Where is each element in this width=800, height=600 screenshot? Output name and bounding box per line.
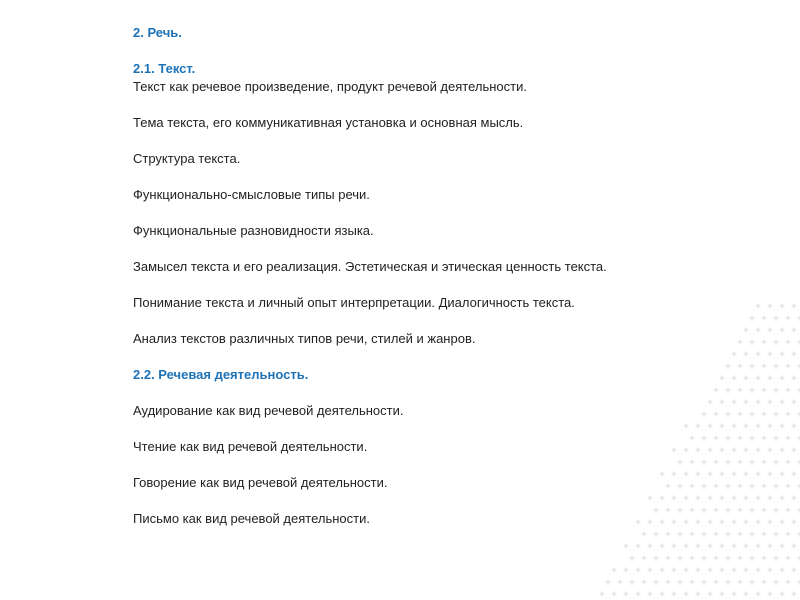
star-icon bbox=[604, 578, 612, 586]
star-icon bbox=[682, 542, 690, 550]
star-icon bbox=[766, 470, 774, 478]
star-icon bbox=[670, 446, 678, 454]
star-icon bbox=[778, 470, 786, 478]
star-icon bbox=[736, 482, 744, 490]
star-icon bbox=[730, 518, 738, 526]
star-icon bbox=[760, 506, 768, 514]
star-icon bbox=[694, 542, 702, 550]
star-icon bbox=[730, 566, 738, 574]
star-icon bbox=[688, 434, 696, 442]
section-title: 2. Речь. bbox=[133, 25, 182, 40]
star-icon bbox=[682, 422, 690, 430]
star-icon bbox=[796, 530, 800, 538]
star-icon bbox=[778, 446, 786, 454]
star-icon bbox=[784, 506, 792, 514]
star-icon bbox=[664, 506, 672, 514]
star-icon bbox=[700, 506, 708, 514]
star-icon bbox=[754, 566, 762, 574]
list-item: Понимание текста и личный опыт интерпретации. Диалогичность текста. bbox=[133, 295, 575, 310]
star-icon bbox=[760, 458, 768, 466]
star-icon bbox=[766, 326, 774, 334]
star-icon bbox=[724, 578, 732, 586]
star-icon bbox=[754, 518, 762, 526]
star-icon bbox=[796, 386, 800, 394]
star-icon bbox=[778, 566, 786, 574]
star-icon bbox=[772, 386, 780, 394]
star-icon bbox=[718, 590, 726, 598]
star-icon bbox=[778, 350, 786, 358]
star-icon bbox=[724, 506, 732, 514]
star-icon bbox=[688, 482, 696, 490]
star-icon bbox=[670, 542, 678, 550]
star-icon bbox=[646, 542, 654, 550]
list-item: Анализ текстов различных типов речи, стилей и жанров. bbox=[133, 331, 476, 346]
star-icon bbox=[748, 554, 756, 562]
star-icon bbox=[706, 446, 714, 454]
star-icon bbox=[694, 494, 702, 502]
star-icon bbox=[694, 566, 702, 574]
star-icon bbox=[682, 590, 690, 598]
star-icon bbox=[742, 542, 750, 550]
star-icon bbox=[634, 590, 642, 598]
star-icon bbox=[718, 470, 726, 478]
star-icon bbox=[742, 398, 750, 406]
star-icon bbox=[622, 566, 630, 574]
list-item: Структура текста. bbox=[133, 151, 241, 166]
star-icon bbox=[676, 530, 684, 538]
star-icon bbox=[730, 542, 738, 550]
star-icon bbox=[610, 566, 618, 574]
star-icon bbox=[742, 494, 750, 502]
star-icon bbox=[688, 530, 696, 538]
star-icon bbox=[646, 518, 654, 526]
star-icon bbox=[748, 506, 756, 514]
star-icon bbox=[736, 578, 744, 586]
star-icon bbox=[688, 578, 696, 586]
star-icon bbox=[790, 446, 798, 454]
star-icon bbox=[742, 590, 750, 598]
star-icon bbox=[658, 566, 666, 574]
star-icon bbox=[754, 374, 762, 382]
list-item: Замысел текста и его реализация. Эстетическая и этическая ценность текста. bbox=[133, 259, 607, 274]
star-icon bbox=[682, 446, 690, 454]
star-icon bbox=[724, 410, 732, 418]
list-item: Чтение как вид речевой деятельности. bbox=[133, 439, 368, 454]
star-icon bbox=[730, 350, 738, 358]
star-icon bbox=[730, 590, 738, 598]
star-icon bbox=[640, 554, 648, 562]
star-icon bbox=[772, 314, 780, 322]
star-icon bbox=[754, 446, 762, 454]
star-icon bbox=[694, 518, 702, 526]
star-icon bbox=[778, 494, 786, 502]
star-icon bbox=[718, 542, 726, 550]
star-icon bbox=[772, 434, 780, 442]
star-icon bbox=[688, 506, 696, 514]
star-icon bbox=[712, 530, 720, 538]
star-icon bbox=[664, 578, 672, 586]
star-icon bbox=[682, 518, 690, 526]
star-icon bbox=[784, 386, 792, 394]
list-item: Письмо как вид речевой деятельности. bbox=[133, 511, 370, 526]
star-icon bbox=[766, 494, 774, 502]
star-icon bbox=[772, 482, 780, 490]
star-icon bbox=[676, 506, 684, 514]
star-icon bbox=[772, 362, 780, 370]
star-icon bbox=[664, 554, 672, 562]
star-icon bbox=[736, 506, 744, 514]
star-icon bbox=[796, 314, 800, 322]
star-icon bbox=[724, 362, 732, 370]
star-icon bbox=[760, 314, 768, 322]
star-icon bbox=[736, 410, 744, 418]
star-icon bbox=[772, 554, 780, 562]
star-icon bbox=[766, 518, 774, 526]
star-icon bbox=[760, 434, 768, 442]
star-icon bbox=[736, 530, 744, 538]
star-icon bbox=[790, 350, 798, 358]
star-icon bbox=[664, 482, 672, 490]
star-icon bbox=[790, 398, 798, 406]
star-icon bbox=[706, 518, 714, 526]
star-icon bbox=[700, 434, 708, 442]
star-icon bbox=[760, 386, 768, 394]
star-icon bbox=[730, 470, 738, 478]
star-icon bbox=[616, 578, 624, 586]
star-icon bbox=[712, 386, 720, 394]
star-icon bbox=[658, 470, 666, 478]
star-icon bbox=[700, 578, 708, 586]
star-icon bbox=[670, 566, 678, 574]
star-icon bbox=[628, 578, 636, 586]
list-item: Говорение как вид речевой деятельности. bbox=[133, 475, 388, 490]
star-icon bbox=[766, 398, 774, 406]
star-icon bbox=[784, 554, 792, 562]
star-icon bbox=[778, 422, 786, 430]
star-icon bbox=[754, 350, 762, 358]
star-icon bbox=[760, 362, 768, 370]
star-icon bbox=[676, 554, 684, 562]
list-item: Аудирование как вид речевой деятельности. bbox=[133, 403, 404, 418]
star-icon bbox=[790, 302, 798, 310]
star-icon bbox=[784, 314, 792, 322]
star-icon bbox=[724, 554, 732, 562]
star-icon bbox=[622, 590, 630, 598]
star-icon bbox=[700, 530, 708, 538]
star-icon bbox=[772, 578, 780, 586]
star-icon bbox=[712, 458, 720, 466]
star-icon bbox=[778, 542, 786, 550]
star-icon bbox=[742, 350, 750, 358]
star-icon bbox=[748, 386, 756, 394]
star-icon bbox=[706, 422, 714, 430]
star-icon bbox=[790, 542, 798, 550]
star-icon bbox=[754, 326, 762, 334]
star-icon bbox=[700, 482, 708, 490]
star-icon bbox=[730, 446, 738, 454]
star-icon bbox=[748, 458, 756, 466]
star-icon bbox=[784, 482, 792, 490]
star-icon bbox=[640, 530, 648, 538]
star-icon bbox=[754, 494, 762, 502]
star-icon bbox=[760, 578, 768, 586]
star-icon bbox=[742, 470, 750, 478]
star-icon bbox=[718, 422, 726, 430]
decorative-star-pattern bbox=[560, 300, 800, 600]
star-icon bbox=[790, 326, 798, 334]
star-icon bbox=[796, 362, 800, 370]
star-icon bbox=[676, 458, 684, 466]
star-icon bbox=[754, 470, 762, 478]
star-icon bbox=[748, 362, 756, 370]
star-icon bbox=[790, 470, 798, 478]
star-icon bbox=[718, 446, 726, 454]
star-icon bbox=[706, 566, 714, 574]
star-icon bbox=[754, 422, 762, 430]
star-icon bbox=[748, 530, 756, 538]
subsection-1-title: 2.1. Текст. bbox=[133, 61, 196, 76]
star-icon bbox=[694, 422, 702, 430]
star-icon bbox=[796, 458, 800, 466]
star-icon bbox=[712, 578, 720, 586]
star-icon bbox=[730, 494, 738, 502]
star-icon bbox=[778, 590, 786, 598]
star-icon bbox=[652, 578, 660, 586]
star-icon bbox=[748, 482, 756, 490]
star-icon bbox=[718, 566, 726, 574]
star-icon bbox=[760, 482, 768, 490]
star-icon bbox=[766, 350, 774, 358]
star-icon bbox=[766, 566, 774, 574]
star-icon bbox=[790, 590, 798, 598]
star-icon bbox=[646, 566, 654, 574]
star-icon bbox=[772, 410, 780, 418]
star-icon bbox=[724, 434, 732, 442]
star-icon bbox=[742, 326, 750, 334]
star-icon bbox=[772, 530, 780, 538]
star-icon bbox=[796, 434, 800, 442]
star-icon bbox=[700, 554, 708, 562]
star-icon bbox=[766, 422, 774, 430]
star-icon bbox=[610, 590, 618, 598]
subsection-2-title: 2.2. Речевая деятельность. bbox=[133, 367, 309, 382]
star-icon bbox=[634, 518, 642, 526]
star-icon bbox=[772, 338, 780, 346]
star-icon bbox=[778, 302, 786, 310]
star-icon bbox=[766, 542, 774, 550]
star-icon bbox=[676, 578, 684, 586]
star-icon bbox=[628, 554, 636, 562]
star-icon bbox=[676, 482, 684, 490]
star-icon bbox=[646, 494, 654, 502]
star-icon bbox=[766, 446, 774, 454]
star-icon bbox=[736, 386, 744, 394]
star-icon bbox=[778, 326, 786, 334]
star-icon bbox=[790, 566, 798, 574]
star-icon bbox=[706, 494, 714, 502]
star-icon bbox=[658, 518, 666, 526]
star-icon bbox=[796, 578, 800, 586]
star-icon bbox=[748, 434, 756, 442]
star-icon bbox=[640, 578, 648, 586]
star-icon bbox=[598, 590, 606, 598]
star-icon bbox=[736, 554, 744, 562]
star-icon bbox=[760, 410, 768, 418]
list-item: Функционально-смысловые типы речи. bbox=[133, 187, 370, 202]
star-icon bbox=[784, 458, 792, 466]
star-icon bbox=[670, 470, 678, 478]
star-icon bbox=[724, 458, 732, 466]
star-icon bbox=[796, 338, 800, 346]
star-icon bbox=[766, 374, 774, 382]
star-icon bbox=[712, 506, 720, 514]
star-icon bbox=[688, 458, 696, 466]
star-icon bbox=[706, 470, 714, 478]
star-icon bbox=[766, 302, 774, 310]
star-icon bbox=[790, 374, 798, 382]
star-icon bbox=[700, 410, 708, 418]
star-icon bbox=[766, 590, 774, 598]
list-item: Текст как речевое произведение, продукт речевой деятельности. bbox=[133, 79, 527, 94]
star-icon bbox=[736, 434, 744, 442]
star-icon bbox=[646, 590, 654, 598]
list-item: Функциональные разновидности языка. bbox=[133, 223, 374, 238]
star-icon bbox=[706, 542, 714, 550]
star-icon bbox=[718, 398, 726, 406]
star-icon bbox=[682, 470, 690, 478]
star-icon bbox=[652, 506, 660, 514]
star-icon bbox=[742, 518, 750, 526]
star-icon bbox=[712, 554, 720, 562]
star-icon bbox=[784, 578, 792, 586]
star-icon bbox=[790, 494, 798, 502]
star-icon bbox=[748, 314, 756, 322]
star-icon bbox=[652, 554, 660, 562]
star-icon bbox=[796, 482, 800, 490]
star-icon bbox=[694, 590, 702, 598]
star-icon bbox=[772, 458, 780, 466]
star-icon bbox=[658, 590, 666, 598]
star-icon bbox=[784, 362, 792, 370]
star-icon bbox=[796, 506, 800, 514]
star-icon bbox=[730, 398, 738, 406]
star-icon bbox=[634, 566, 642, 574]
star-icon bbox=[790, 518, 798, 526]
star-icon bbox=[622, 542, 630, 550]
star-icon bbox=[688, 554, 696, 562]
star-icon bbox=[700, 458, 708, 466]
star-icon bbox=[784, 434, 792, 442]
list-item: Тема текста, его коммуникативная установка и основная мысль. bbox=[133, 115, 524, 130]
star-icon bbox=[784, 338, 792, 346]
star-icon bbox=[730, 422, 738, 430]
star-icon bbox=[778, 518, 786, 526]
star-icon bbox=[754, 542, 762, 550]
star-icon bbox=[706, 398, 714, 406]
star-pattern-icon bbox=[560, 300, 800, 600]
star-icon bbox=[706, 590, 714, 598]
star-icon bbox=[736, 458, 744, 466]
star-icon bbox=[736, 362, 744, 370]
star-icon bbox=[712, 434, 720, 442]
star-icon bbox=[778, 374, 786, 382]
star-icon bbox=[790, 422, 798, 430]
star-icon bbox=[784, 410, 792, 418]
star-icon bbox=[736, 338, 744, 346]
star-icon bbox=[742, 566, 750, 574]
star-icon bbox=[742, 446, 750, 454]
star-icon bbox=[784, 530, 792, 538]
star-icon bbox=[748, 578, 756, 586]
star-icon bbox=[670, 590, 678, 598]
star-icon bbox=[742, 422, 750, 430]
star-icon bbox=[778, 398, 786, 406]
star-icon bbox=[772, 506, 780, 514]
star-icon bbox=[694, 470, 702, 478]
star-icon bbox=[796, 410, 800, 418]
star-icon bbox=[754, 302, 762, 310]
star-icon bbox=[754, 590, 762, 598]
star-icon bbox=[748, 410, 756, 418]
star-icon bbox=[748, 338, 756, 346]
star-icon bbox=[724, 482, 732, 490]
star-icon bbox=[718, 494, 726, 502]
star-icon bbox=[724, 386, 732, 394]
star-icon bbox=[730, 374, 738, 382]
star-icon bbox=[670, 494, 678, 502]
star-icon bbox=[712, 410, 720, 418]
star-icon bbox=[796, 554, 800, 562]
star-icon bbox=[670, 518, 678, 526]
star-icon bbox=[652, 530, 660, 538]
star-icon bbox=[724, 530, 732, 538]
star-icon bbox=[634, 542, 642, 550]
star-icon bbox=[682, 494, 690, 502]
star-icon bbox=[658, 542, 666, 550]
star-icon bbox=[658, 494, 666, 502]
star-icon bbox=[754, 398, 762, 406]
star-icon bbox=[712, 482, 720, 490]
star-icon bbox=[760, 554, 768, 562]
star-icon bbox=[718, 518, 726, 526]
star-icon bbox=[742, 374, 750, 382]
star-icon bbox=[694, 446, 702, 454]
star-icon bbox=[760, 530, 768, 538]
star-icon bbox=[664, 530, 672, 538]
star-icon bbox=[718, 374, 726, 382]
star-icon bbox=[682, 566, 690, 574]
star-icon bbox=[760, 338, 768, 346]
